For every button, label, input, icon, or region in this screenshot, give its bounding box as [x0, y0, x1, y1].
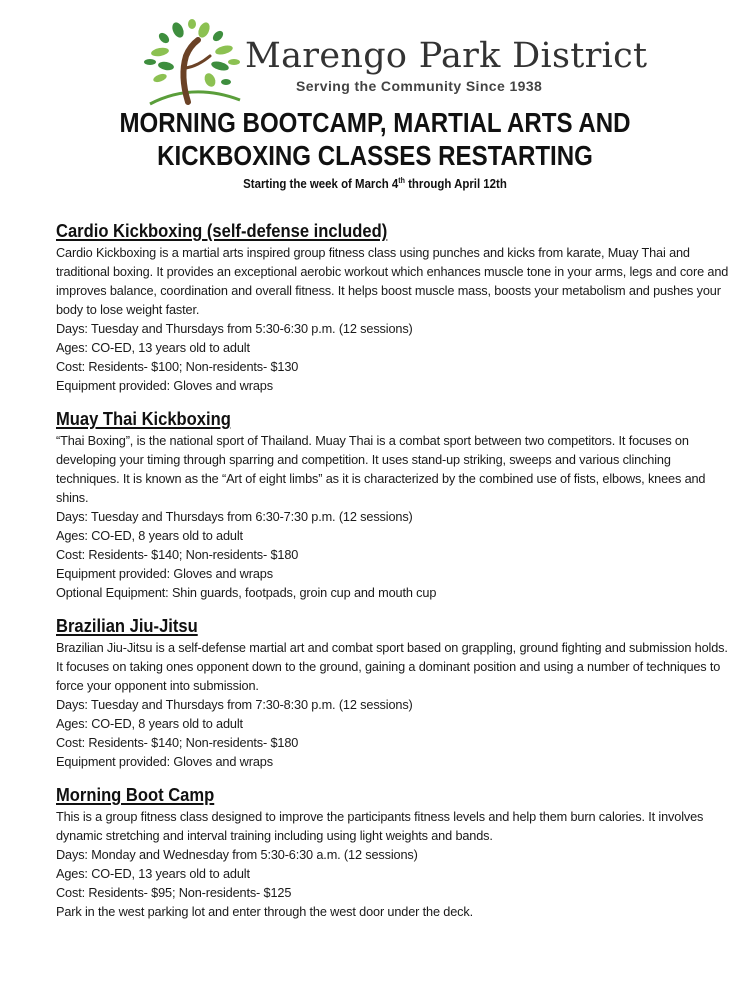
subtitle-prefix: Starting the week of March 4: [243, 176, 399, 191]
subtitle-ordinal: th: [398, 176, 405, 185]
detail-days: Days: Tuesday and Thursdays from 6:30-7:30 p.m. (12 sessions): [56, 509, 413, 524]
page-title-line-2: KICKBOXING CLASSES RESTARTING: [157, 140, 593, 171]
header: [0, 14, 750, 104]
detail-ages: Ages: CO-ED, 13 years old to adult: [56, 866, 250, 881]
page-title: [53, 106, 698, 172]
page-title-line-1: MORNING BOOTCAMP, MARTIAL ARTS AND: [119, 107, 631, 138]
section-muay-thai: [56, 407, 736, 602]
section-description: This is a group fitness class designed to improve the participants fitness levels and help them burn calories. It involves dynamic stretching and interval training including using light weights and bands.: [56, 809, 704, 843]
section-title: Brazilian Jiu-Jitsu: [56, 616, 198, 636]
class-list: [56, 219, 736, 933]
tree-icon: [140, 16, 244, 106]
detail-cost: Cost: Residents- $140; Non-residents- $180: [56, 735, 299, 750]
section-cardio-kickboxing: [56, 219, 736, 395]
brand-name: Marengo Park District: [245, 36, 648, 76]
detail-ages: Ages: CO-ED, 8 years old to adult: [56, 528, 243, 543]
section-morning-boot-camp: [56, 783, 736, 921]
detail-cost: Cost: Residents- $100; Non-residents- $130: [56, 359, 299, 374]
section-title: Muay Thai Kickboxing: [56, 409, 231, 429]
section-description: “Thai Boxing”, is the national sport of Thailand. Muay Thai is a combat sport between two competitors. It focuses on developing your timing through sparring and competition. It uses stand-up striking, sweeps and various clinching techniques. It is known as the “Art of eight limbs” as it is characterized by the combined use of fists, elbows, knees and shins.: [56, 433, 706, 505]
detail-parking-note: Park in the west parking lot and enter through the west door under the deck.: [56, 904, 474, 919]
detail-ages: Ages: CO-ED, 8 years old to adult: [56, 716, 243, 731]
detail-optional-equipment: Optional Equipment: Shin guards, footpads, groin cup and mouth cup: [56, 585, 437, 600]
subtitle-suffix: through April 12th: [404, 176, 507, 191]
section-description: Cardio Kickboxing is a martial arts inspired group fitness class using punches and kicks from karate, Muay Thai and traditional boxing. It provides an exceptional aerobic workout which enhances muscle tone in your arms, legs and core and improves balance, coordination and overall fitness. It helps boost muscle mass, boosts your metabolism and pushes your body to lose weight faster.: [56, 245, 729, 317]
detail-days: Days: Tuesday and Thursdays from 5:30-6:30 p.m. (12 sessions): [56, 321, 413, 336]
detail-cost: Cost: Residents- $140; Non-residents- $180: [56, 547, 299, 562]
detail-equipment: Equipment provided: Gloves and wraps: [56, 378, 273, 393]
date-range-subtitle: [45, 176, 705, 191]
brand-tagline: Serving the Community Since 1938: [296, 78, 543, 94]
detail-days: Days: Monday and Wednesday from 5:30-6:30 a.m. (12 sessions): [56, 847, 418, 862]
section-brazilian-jiu-jitsu: [56, 614, 736, 771]
detail-equipment: Equipment provided: Gloves and wraps: [56, 754, 273, 769]
detail-cost: Cost: Residents- $95; Non-residents- $125: [56, 885, 292, 900]
section-description: Brazilian Jiu-Jitsu is a self-defense martial art and combat sport based on grappling, ground fighting and submission holds. It focuses on taking ones opponent down to the ground, gaining a dominant position and using a number of techniques to force your opponent into submission.: [56, 640, 728, 693]
section-title: Cardio Kickboxing (self-defense included): [56, 221, 388, 241]
section-title: Morning Boot Camp: [56, 785, 215, 805]
detail-ages: Ages: CO-ED, 13 years old to adult: [56, 340, 250, 355]
detail-days: Days: Tuesday and Thursdays from 7:30-8:30 p.m. (12 sessions): [56, 697, 413, 712]
detail-equipment: Equipment provided: Gloves and wraps: [56, 566, 273, 581]
